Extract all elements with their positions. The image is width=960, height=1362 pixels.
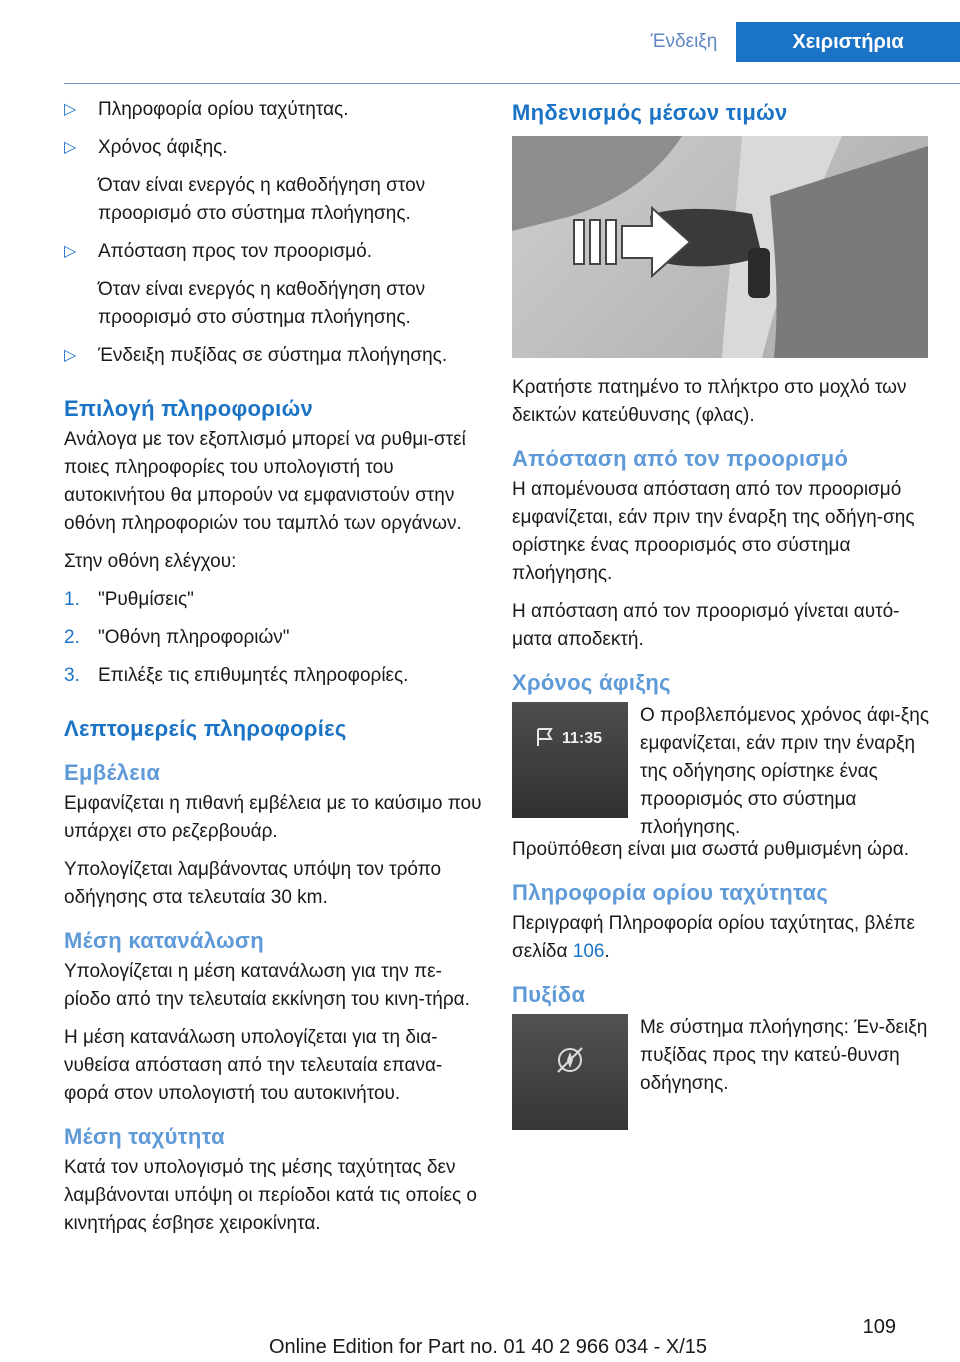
paragraph: Εμφανίζεται η πιθανή εμβέλεια με το καύσιμο που υπάρχει στο ρεζερβουάρ. — [64, 793, 482, 842]
step-number: 2. — [64, 627, 80, 648]
heading-arrival: Χρόνος άφιξης — [512, 670, 671, 695]
compass-text: Με σύστημα πλοήγησης: Έν-δειξη πυξίδας προς την κατεύ-θυνση οδήγησης. — [640, 1017, 928, 1094]
right-column — [512, 96, 930, 1140]
lever-illustration — [512, 136, 928, 358]
step-number: 1. — [64, 589, 80, 610]
triangle-bullet-icon: ▷ — [64, 243, 77, 260]
bullet-subtext: Όταν είναι ενεργός η καθοδήγηση στον προορισμό στο σύστημα πλοήγησης. — [98, 279, 426, 328]
bullet-item — [64, 96, 482, 124]
bullet-item — [64, 134, 482, 228]
speed-limit-text: Περιγραφή Πληροφορία ορίου ταχύτητας, βλέπε σελίδα — [512, 913, 915, 962]
paragraph: Κρατήστε πατημένο το πλήκτρο στο μοχλό των δεικτών κατεύθυνσης (φλας). — [512, 377, 907, 426]
speed-limit-text-end: . — [604, 941, 610, 962]
page-header — [0, 22, 960, 62]
bullet-item — [64, 238, 482, 332]
arrival-text: Ο προβλεπόμενος χρόνος άφι-ξης εμφανίζεται, εάν πριν την έναρξη της οδήγησης ορίστηκε ένας προορισμός στο σύστημα πλοήγησης. — [640, 705, 929, 838]
triangle-bullet-icon: ▷ — [64, 347, 77, 364]
step-item — [64, 586, 482, 614]
paragraph: Υπολογίζεται λαμβάνοντας υπόψη τον τρόπο οδήγησης στα τελευταία 30 km. — [64, 859, 442, 908]
arrival-display-image — [512, 702, 628, 818]
triangle-bullet-icon: ▷ — [64, 139, 77, 156]
header-divider — [64, 83, 960, 84]
page-number: 109 — [862, 1316, 896, 1338]
step-item — [64, 624, 482, 652]
arrival-figure-row — [512, 702, 930, 838]
step-number: 3. — [64, 665, 80, 686]
paragraph: Η απόσταση από τον προορισμό γίνεται αυτό-ματα αποδεκτή. — [512, 601, 900, 650]
arrival-time: 11:35 — [562, 730, 603, 747]
compass-icon — [552, 1042, 588, 1078]
heading-avg-speed: Μέση ταχύτητα — [64, 1124, 225, 1149]
edition-note: Online Edition for Part no. 01 40 2 966 034 - X/15 — [268, 1336, 708, 1358]
flag-icon — [534, 726, 556, 748]
paragraph: Στην οθόνη ελέγχου: — [64, 551, 237, 572]
bullet-text: Πληροφορία ορίου ταχύτητας. — [98, 99, 349, 120]
compass-display-image — [512, 1014, 628, 1130]
paragraph: Η απομένουσα απόσταση από τον προορισμό εμφανίζεται, εάν πριν την έναρξη της οδήγη-σης ορίστηκε ένας προορισμός στο σύστημα πλοήγησης. — [512, 479, 915, 584]
heading-range: Εμβέλεια — [64, 760, 161, 785]
step-text: Επιλέξε τις επιθυμητές πληροφορίες. — [98, 665, 409, 686]
step-text: "Οθόνη πληροφοριών" — [98, 627, 290, 648]
bullet-text: Χρόνος άφιξης. — [98, 137, 228, 158]
heading-avg-consumption: Μέση κατανάλωση — [64, 928, 264, 953]
paragraph: Ανάλογα με τον εξοπλισμό μπορεί να ρυθμι-στεί ποιες πληροφορίες του υπολογιστή του αυτοκινήτου θα μπορούν να εμφανιστούν στην οθόνη πληροφοριών του ταμπλό των οργάνων. — [64, 429, 466, 534]
step-item — [64, 662, 482, 690]
bullet-subtext: Όταν είναι ενεργός η καθοδήγηση στον προορισμό στο σύστημα πλοήγησης. — [98, 175, 426, 224]
page-link[interactable]: 106 — [572, 941, 605, 962]
paragraph: Προϋπόθεση είναι μια σωστά ρυθμισμένη ώρα. — [512, 839, 909, 860]
compass-figure-row — [512, 1014, 930, 1134]
bullet-text: Απόσταση προς τον προορισμό. — [98, 241, 372, 262]
heading-distance: Απόσταση από τον προορισμό — [512, 446, 849, 471]
bullet-text: Ένδειξη πυξίδας σε σύστημα πλοήγησης. — [98, 345, 448, 366]
paragraph: Η μέση κατανάλωση υπολογίζεται για τη δια-νυθείσα απόσταση από την τελευταία επανα-φορά στον υπολογιστή του αυτοκινήτου. — [64, 1027, 443, 1104]
heading-speed-limit: Πληροφορία ορίου ταχύτητας — [512, 880, 829, 905]
paragraph: Κατά τον υπολογισμό της μέσης ταχύτητας δεν λαμβάνονται υπόψη οι περίοδοι κατά τις οποίες ο κινητήρας έσβησε χειροκίνητα. — [64, 1157, 477, 1234]
header-chapter-tab[interactable]: Χειριστήρια — [736, 22, 960, 62]
paragraph: Υπολογίζεται η μέση κατανάλωση για την πε-ρίοδο από την τελευταία εκκίνηση του κινη-τήρα. — [64, 961, 470, 1010]
bullet-item — [64, 342, 482, 370]
heading-info-select: Επιλογή πληροφοριών — [64, 396, 313, 421]
heading-compass: Πυξίδα — [512, 982, 586, 1007]
left-column — [64, 96, 482, 1248]
triangle-bullet-icon: ▷ — [64, 101, 77, 118]
heading-details: Λεπτομερείς πληροφορίες — [64, 716, 347, 741]
page-footer — [0, 1314, 960, 1358]
paragraph — [512, 910, 930, 966]
turn-signal-lever-photo — [512, 136, 928, 358]
heading-reset: Μηδενισμός μέσων τιμών — [512, 100, 788, 125]
header-section-tab[interactable]: Ένδειξη — [650, 31, 718, 52]
step-text: "Ρυθμίσεις" — [98, 589, 194, 610]
